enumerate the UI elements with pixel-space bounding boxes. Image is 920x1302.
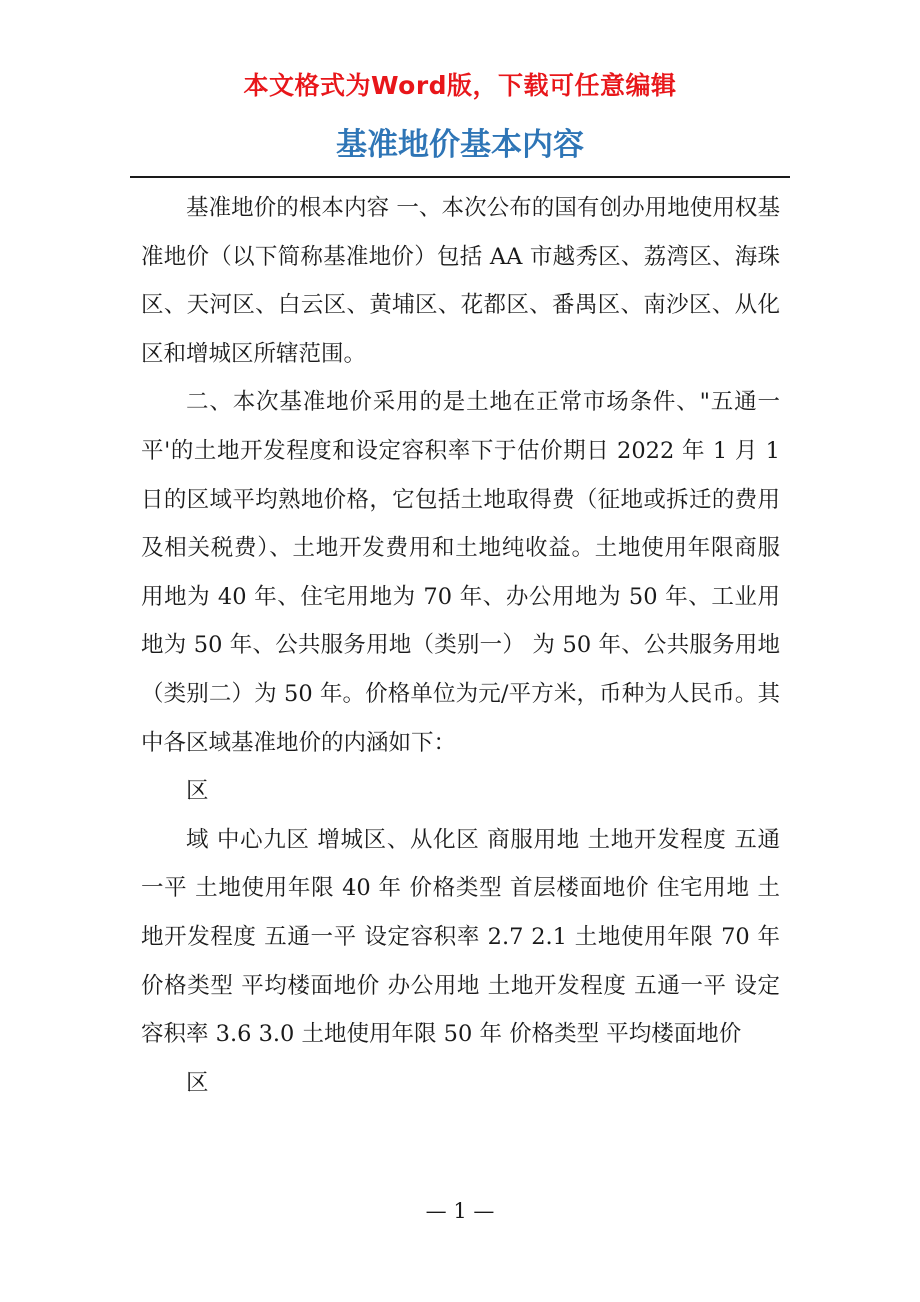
paragraph-2: 二、本次基准地价采用的是土地在正常市场条件、"五通一平'的土地开发程度和设定容积率下于估价期日 2022 年 1 月 1 日的区域平均熟地价格，它包括土地取得费（征地或拆迁的费用及相关税费）、土地开发费用和土地纯收益。土地使用年限商服用地为 40 年、住宅用地为 70 年、办公用地为 50 年、工业用地为 50 年、公共服务用地（类别一） 为 50 年、公共服务用地（类别二）为 50 年。价格单位为元/平方米，币种为人民币。其中各区域基准地价的内涵如下： [141, 389, 780, 756]
title-divider [130, 176, 790, 178]
download-banner: 本文格式为Word版，下载可任意编辑 [243, 71, 677, 100]
page-number: — 1 — [425, 1199, 495, 1223]
document-title: 基准地价基本内容 [336, 127, 584, 163]
paragraph-4: 域 中心九区 增城区、从化区 商服用地 土地开发程度 五通一平 土地使用年限 40 年 价格类型 首层楼面地价 住宅用地 土地开发程度 五通一平 设定容积率 2.7 2.1 土地使用年限 70 年 价格类型 平均楼面地价 办公用地 土地开发程度 五通一平 设定容积率 3.6 3.0 土地使用年限 50 年 价格类型 平均楼面地价 [141, 826, 780, 1048]
paragraph-5: 区 [186, 1069, 209, 1096]
document-body [141, 184, 780, 1107]
paragraph-3: 区 [186, 778, 209, 805]
paragraph-1: 基准地价的根本内容 一、本次公布的国有创办用地使用权基准地价（以下简称基准地价）包括 AA 市越秀区、荔湾区、海珠区、天河区、白云区、黄埔区、花都区、番禺区、南沙区、从化区和增城区所辖范围。 [141, 195, 780, 367]
